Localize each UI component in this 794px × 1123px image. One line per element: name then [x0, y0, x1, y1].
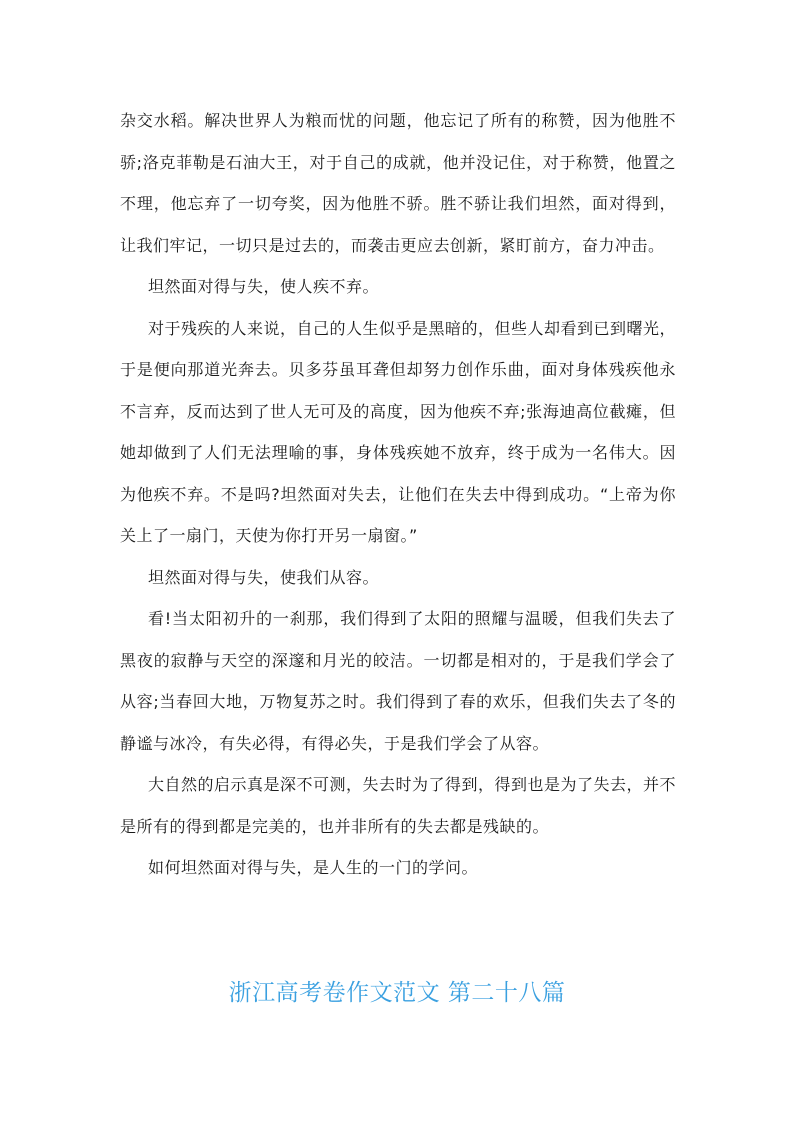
- paragraph-6: 大自然的启示真是深不可测，失去时为了得到，得到也是为了失去，并不是所有的得到都是完美的，也并非所有的失去都是残缺的。: [120, 775, 677, 836]
- paragraph-5: 看!当太阳初升的一刹那，我们得到了太阳的照耀与温暖，但我们失去了黑夜的寂静与天空的深邃和月光的皎洁。一切都是相对的，于是我们学会了从容;当春回大地，万物复苏之时。我们得到了春的欢乐，但我们失去了冬的静谧与冰冷，有失必得，有得必失，于是我们学会了从容。: [120, 609, 676, 753]
- paragraph-3: 对于残疾的人来说，自己的人生似乎是黑暗的，但些人却看到已到曙光，于是便向那道光奔去。贝多芬虽耳聋但却努力创作乐曲，面对身体残疾他永不言弃，反而达到了世人无可及的高度，因为他疾不弃;张海迪高位截瘫，但她却做到了人们无法理喻的事，身体残疾她不放弃，终于成为一名伟大。因为他疾不弃。不是吗?坦然面对失去，让他们在失去中得到成功。“上帝为你关上了一扇门，天使为你打开另一扇窗。”: [120, 318, 677, 545]
- article-body: [120, 100, 676, 889]
- section-heading: 浙江高考卷作文范文 第二十八篇: [228, 980, 566, 1006]
- paragraph-4: 坦然面对得与失，使我们从容。: [148, 567, 380, 587]
- paragraph-1: 杂交水稻。解决世界人为粮而忧的问题，他忘记了所有的称赞，因为他胜不骄;洛克菲勒是石油大王，对于自己的成就，他并没记住，对于称赞，他置之不理，他忘弃了一切夸奖，因为他胜不骄。胜不骄让我们坦然，面对得到，让我们牢记，一切只是过去的，而袭击更应去创新，紧盯前方，奋力冲击。: [120, 111, 676, 255]
- paragraph-2: 坦然面对得与失，使人疾不弃。: [148, 277, 380, 296]
- paragraph-7: 如何坦然面对得与失，是人生的一门的学问。: [148, 858, 479, 877]
